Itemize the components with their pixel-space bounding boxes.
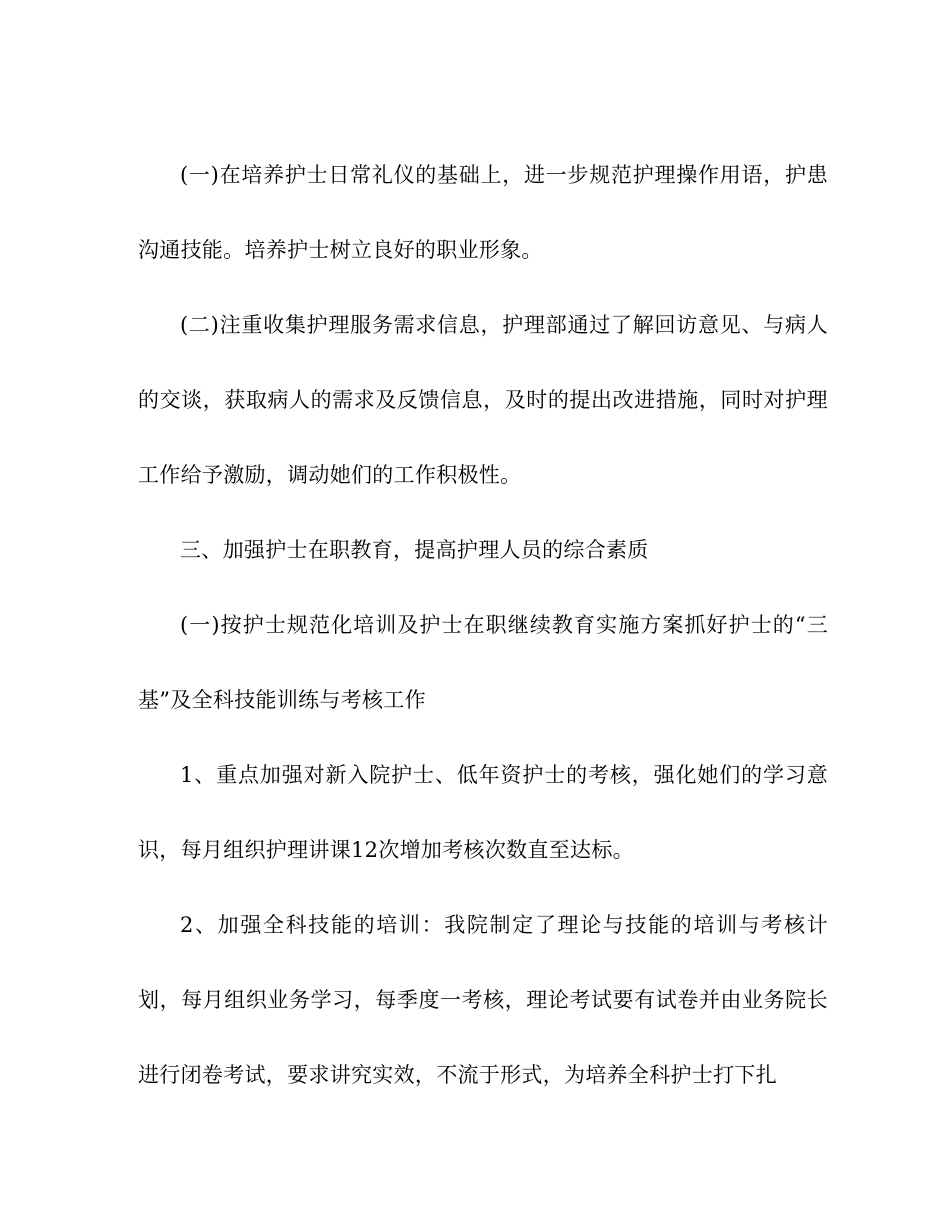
document-body <box>138 138 828 1113</box>
paragraph-assessment: 1、重点加强对新入院护士、低年资护士的考核，强化她们的学习意识，每月组织护理讲课12次增加考核次数直至达标。 <box>138 763 828 862</box>
paragraph-feedback: (二)注重收集护理服务需求信息，护理部通过了解回访意见、与病人的交谈，获取病人的需求及反馈信息，及时的提出改进措施，同时对护理工作给予激励，调动她们的工作积极性。 <box>138 313 828 487</box>
paragraph-skills-training: 2、加强全科技能的培训：我院制定了理论与技能的培训与考核计划，每月组织业务学习，每季度一考核，理论考试要有试卷并由业务院长进行闭卷考试，要求讲究实效，不流于形式，为培养全科护士打下扎 <box>138 913 828 1087</box>
paragraph-training-plan: (一)按护士规范化培训及护士在职继续教育实施方案抓好护士的“三基”及全科技能训练与考核工作 <box>138 613 828 712</box>
paragraph-etiquette: (一)在培养护士日常礼仪的基础上，进一步规范护理操作用语，护患沟通技能。培养护士树立良好的职业形象。 <box>138 163 828 262</box>
section-heading-education: 三、加强护士在职教育，提高护理人员的综合素质 <box>180 538 649 562</box>
